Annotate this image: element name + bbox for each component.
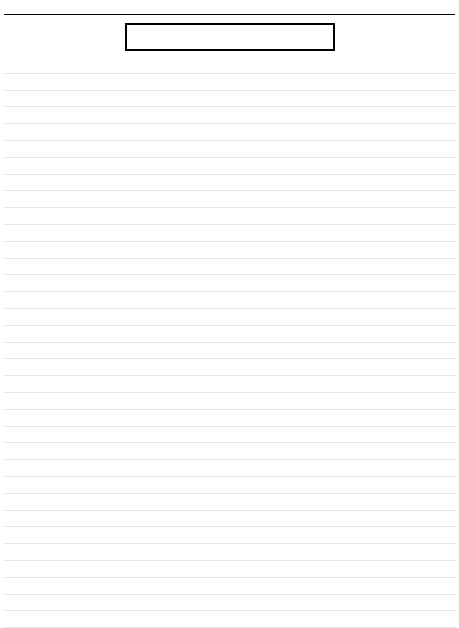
article-body xyxy=(4,57,455,612)
article-headline xyxy=(125,23,335,51)
headline-bar xyxy=(4,23,455,51)
text-area-placeholder xyxy=(4,57,455,612)
previous-article-fragment xyxy=(4,0,455,15)
